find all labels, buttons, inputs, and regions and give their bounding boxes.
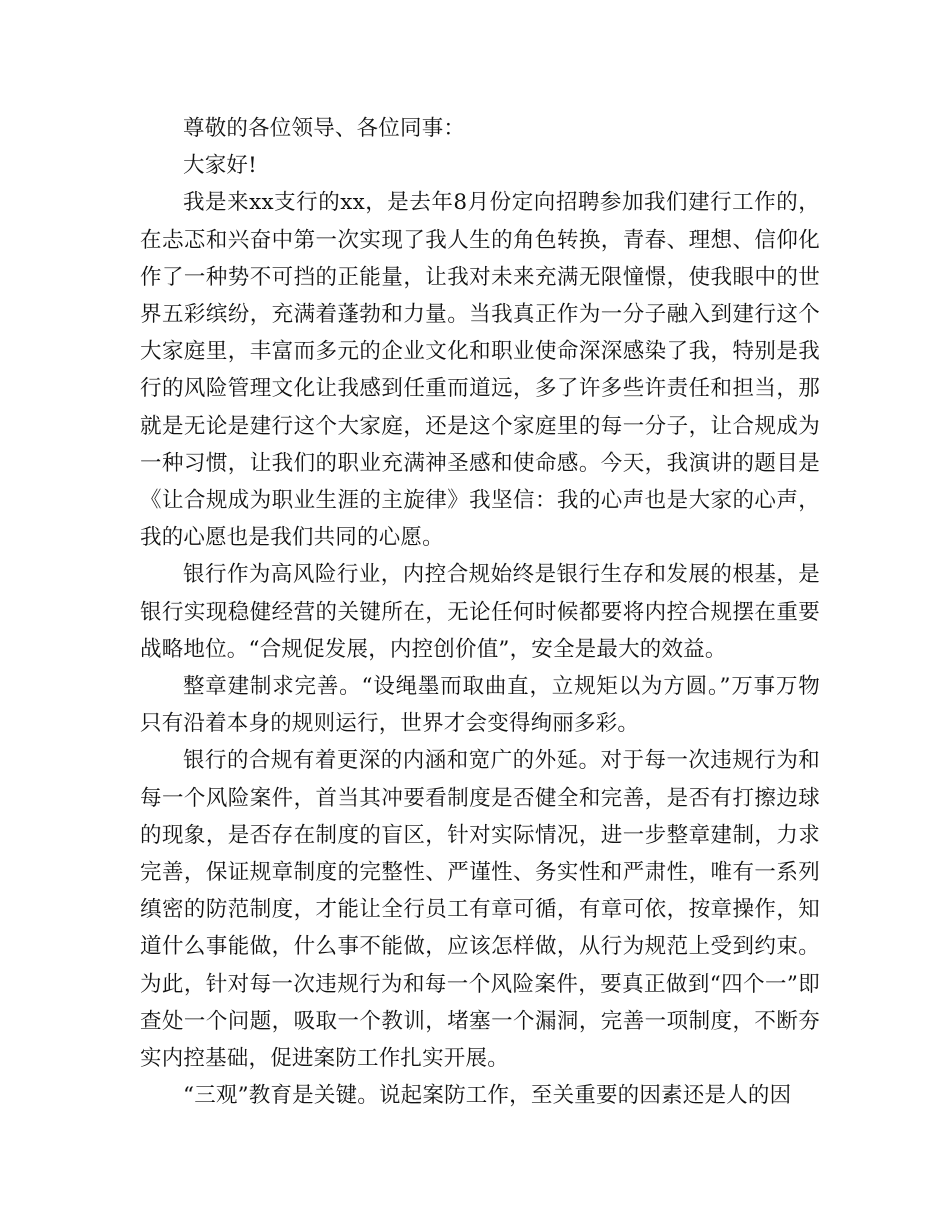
paragraph-introduction: 我是来xx支行的xx，是去年8月份定向招聘参加我们建行工作的，在忐忑和兴奋中第一次实现了我人生的角色转换，青春、理想、信仰化作了一种势不可挡的正能量，让我对未来充满无限憧憬，使我眼中的世界五彩缤纷，充满着蓬勃和力量。当我真正作为一分子融入到建行这个大家庭里，丰富而多元的企业文化和职业使命深深感染了我，特别是我行的风险管理文化让我感到任重而道远，多了许多些许责任和担当，那就是无论是建行这个大家庭，还是这个家庭里的每一分子，让合规成为一种习惯，让我们的职业充满神圣感和使命感。今天，我演讲的题目是《让合规成为职业生涯的主旋律》我坚信：我的心声也是大家的心声，我的心愿也是我们共同的心愿。 [140,190,820,551]
paragraph-rules-heading: 整章建制求完善。“设绳墨而取曲直，立规矩以为方圆。”万事万物只有沿着本身的规则运行，世界才会变得绚丽多彩。 [140,674,820,737]
salutation: 尊敬的各位领导、各位同事： [183,116,466,141]
greeting: 大家好! [183,153,257,179]
paragraph-compliance-foundation: 银行作为高风险行业，内控合规始终是银行生存和发展的根基，是银行实现稳健经营的关键所在，无论任何时候都要将内控合规摆在重要战略地位。“合规促发展，内控创价值”，安全是最大的效益。 [140,562,820,662]
paragraph-compliance-details: 银行的合规有着更深的内涵和宽广的外延。对于每一次违规行为和每一个风险案件，首当其冲要看制度是否健全和完善，是否有打擦边球的现象，是否存在制度的盲区，针对实际情况，进一步整章建制，力求完善，保证规章制度的完整性、严谨性、务实性和严肃性，唯有一系列缜密的防范制度，才能让全行员工有章可循，有章可依，按章操作，知道什么事能做，什么事不能做，应该怎样做，从行为规范上受到约束。为此，针对每一次违规行为和每一个风险案件，要真正做到“四个一”即查处一个问题，吸取一个教训，堵塞一个漏洞，完善一项制度，不断夯实内控基础，促进案防工作扎实开展。 [140,748,820,1072]
paragraph-three-views: “三观”教育是关键。说起案防工作，至关重要的因素还是人的因 [183,1083,792,1109]
document-body [140,110,820,1114]
